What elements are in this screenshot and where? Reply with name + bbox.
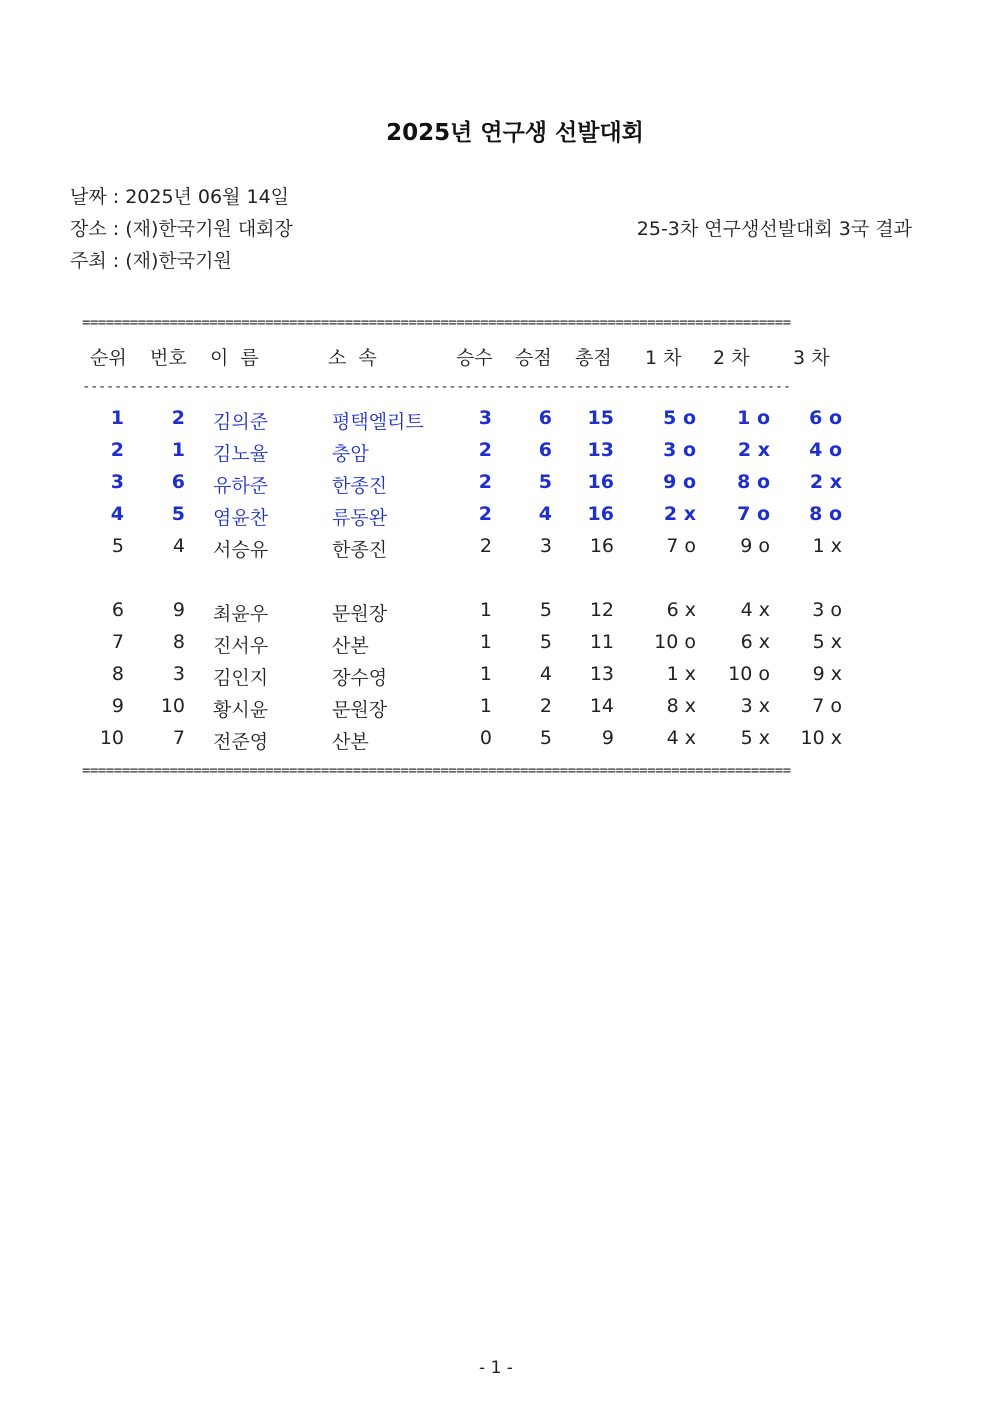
date-line: 날짜 : 2025년 06월 14일 (70, 186, 290, 208)
name-cell: 김노율 (213, 443, 269, 465)
club-cell: 충암 (332, 443, 369, 465)
rank-cell: 4 (110, 503, 124, 525)
number-cell: 2 (171, 407, 185, 429)
number-cell: 10 (160, 695, 185, 717)
club-cell: 산본 (332, 635, 369, 657)
rank-cell: 3 (110, 471, 124, 493)
total-cell: 11 (589, 631, 614, 653)
total-cell: 14 (589, 695, 614, 717)
wins-cell: 1 (479, 663, 492, 685)
points-cell: 5 (538, 471, 552, 493)
round3-cell: 6 o (809, 407, 842, 429)
table-row (0, 663, 992, 693)
result-caption: 25-3차 연구생선발대회 3국 결과 (636, 218, 912, 240)
club-cell: 평택엘리트 (332, 411, 424, 433)
name-cell: 서승유 (213, 539, 269, 561)
total-cell: 12 (589, 599, 614, 621)
name-cell: 진서우 (213, 635, 269, 657)
round1-cell: 1 x (666, 663, 696, 685)
points-cell: 5 (539, 599, 552, 621)
total-cell: 16 (587, 503, 614, 525)
wins-cell: 1 (479, 695, 492, 717)
round2-cell: 2 x (737, 439, 770, 461)
wins-cell: 1 (479, 599, 492, 621)
wins-cell: 2 (478, 503, 492, 525)
wins-cell: 1 (479, 631, 492, 653)
round1-cell: 3 o (663, 439, 696, 461)
round2-cell: 1 o (737, 407, 770, 429)
rank-cell: 6 (111, 599, 124, 621)
header-single-rule: ----------------------------------------------------------------------------------------- (82, 379, 791, 395)
header-club: 소 속 (328, 347, 377, 369)
header-round2: 2 차 (713, 347, 750, 369)
name-cell: 황시윤 (213, 699, 269, 721)
round2-cell: 3 x (740, 695, 770, 717)
round3-cell: 5 x (812, 631, 842, 653)
round3-cell: 9 x (812, 663, 842, 685)
rank-cell: 7 (111, 631, 124, 653)
round2-cell: 7 o (737, 503, 770, 525)
name-cell: 유하준 (213, 475, 269, 497)
number-cell: 1 (171, 439, 185, 461)
header-number: 번호 (150, 347, 187, 369)
total-cell: 9 (601, 727, 614, 749)
wins-cell: 3 (478, 407, 492, 429)
round1-cell: 6 x (666, 599, 696, 621)
table-row (0, 503, 992, 533)
bottom-double-rule: ========================================================================================= (82, 763, 791, 779)
table-row (0, 631, 992, 661)
rank-cell: 2 (110, 439, 124, 461)
round2-cell: 5 x (740, 727, 770, 749)
header-round3: 3 차 (793, 347, 830, 369)
venue-line: 장소 : (재)한국기원 대회장 (70, 218, 293, 240)
total-cell: 13 (589, 663, 614, 685)
points-cell: 6 (538, 407, 552, 429)
name-cell: 염윤찬 (213, 507, 269, 529)
rank-cell: 5 (111, 535, 124, 557)
table-row (0, 695, 992, 725)
round3-cell: 8 o (809, 503, 842, 525)
host-line: 주최 : (재)한국기원 (70, 250, 232, 272)
wins-cell: 2 (478, 439, 492, 461)
points-cell: 6 (538, 439, 552, 461)
number-cell: 3 (172, 663, 185, 685)
name-cell: 최윤우 (213, 603, 269, 625)
round1-cell: 4 x (666, 727, 696, 749)
round1-cell: 10 o (654, 631, 696, 653)
wins-cell: 2 (479, 535, 492, 557)
points-cell: 5 (539, 631, 552, 653)
number-cell: 9 (172, 599, 185, 621)
wins-cell: 0 (479, 727, 492, 749)
round1-cell: 2 x (663, 503, 696, 525)
points-cell: 4 (538, 503, 552, 525)
club-cell: 한종진 (332, 539, 388, 561)
header-rank: 순위 (90, 347, 127, 369)
name-cell: 김의준 (213, 411, 269, 433)
points-cell: 4 (539, 663, 552, 685)
table-row (0, 407, 992, 437)
number-cell: 7 (172, 727, 185, 749)
header-round1: 1 차 (645, 347, 682, 369)
name-cell: 김인지 (213, 667, 269, 689)
header-points: 승점 (515, 347, 552, 369)
round2-cell: 6 x (740, 631, 770, 653)
number-cell: 4 (172, 535, 185, 557)
header-name: 이 름 (210, 347, 259, 369)
round1-cell: 9 o (663, 471, 696, 493)
table-row (0, 727, 992, 757)
table-row (0, 439, 992, 469)
page-number: - 1 - (479, 1358, 513, 1378)
total-cell: 13 (587, 439, 614, 461)
round1-cell: 8 x (666, 695, 696, 717)
rank-cell: 1 (110, 407, 124, 429)
rank-cell: 9 (111, 695, 124, 717)
round3-cell: 4 o (809, 439, 842, 461)
round3-cell: 2 x (809, 471, 842, 493)
table-row (0, 535, 992, 565)
number-cell: 8 (172, 631, 185, 653)
points-cell: 3 (539, 535, 552, 557)
document-title: 2025년 연구생 선발대회 (386, 120, 644, 146)
club-cell: 문원장 (332, 699, 388, 721)
round2-cell: 9 o (740, 535, 770, 557)
points-cell: 5 (539, 727, 552, 749)
table-row (0, 599, 992, 629)
round1-cell: 5 o (663, 407, 696, 429)
club-cell: 류동완 (332, 507, 388, 529)
wins-cell: 2 (478, 471, 492, 493)
top-double-rule: ========================================================================================= (82, 315, 791, 331)
rank-cell: 8 (111, 663, 124, 685)
table-row (0, 471, 992, 501)
number-cell: 6 (171, 471, 185, 493)
number-cell: 5 (171, 503, 185, 525)
club-cell: 장수영 (332, 667, 388, 689)
header-total: 총점 (575, 347, 612, 369)
club-cell: 산본 (332, 731, 369, 753)
total-cell: 16 (587, 471, 614, 493)
round3-cell: 1 x (812, 535, 842, 557)
total-cell: 15 (587, 407, 614, 429)
round3-cell: 10 x (800, 727, 842, 749)
round3-cell: 7 o (812, 695, 842, 717)
total-cell: 16 (589, 535, 614, 557)
round2-cell: 4 x (740, 599, 770, 621)
round2-cell: 10 o (728, 663, 770, 685)
club-cell: 문원장 (332, 603, 388, 625)
round2-cell: 8 o (737, 471, 770, 493)
name-cell: 전준영 (213, 731, 269, 753)
club-cell: 한종진 (332, 475, 388, 497)
rank-cell: 10 (99, 727, 124, 749)
points-cell: 2 (539, 695, 552, 717)
header-wins: 승수 (456, 347, 493, 369)
round1-cell: 7 o (666, 535, 696, 557)
round3-cell: 3 o (812, 599, 842, 621)
